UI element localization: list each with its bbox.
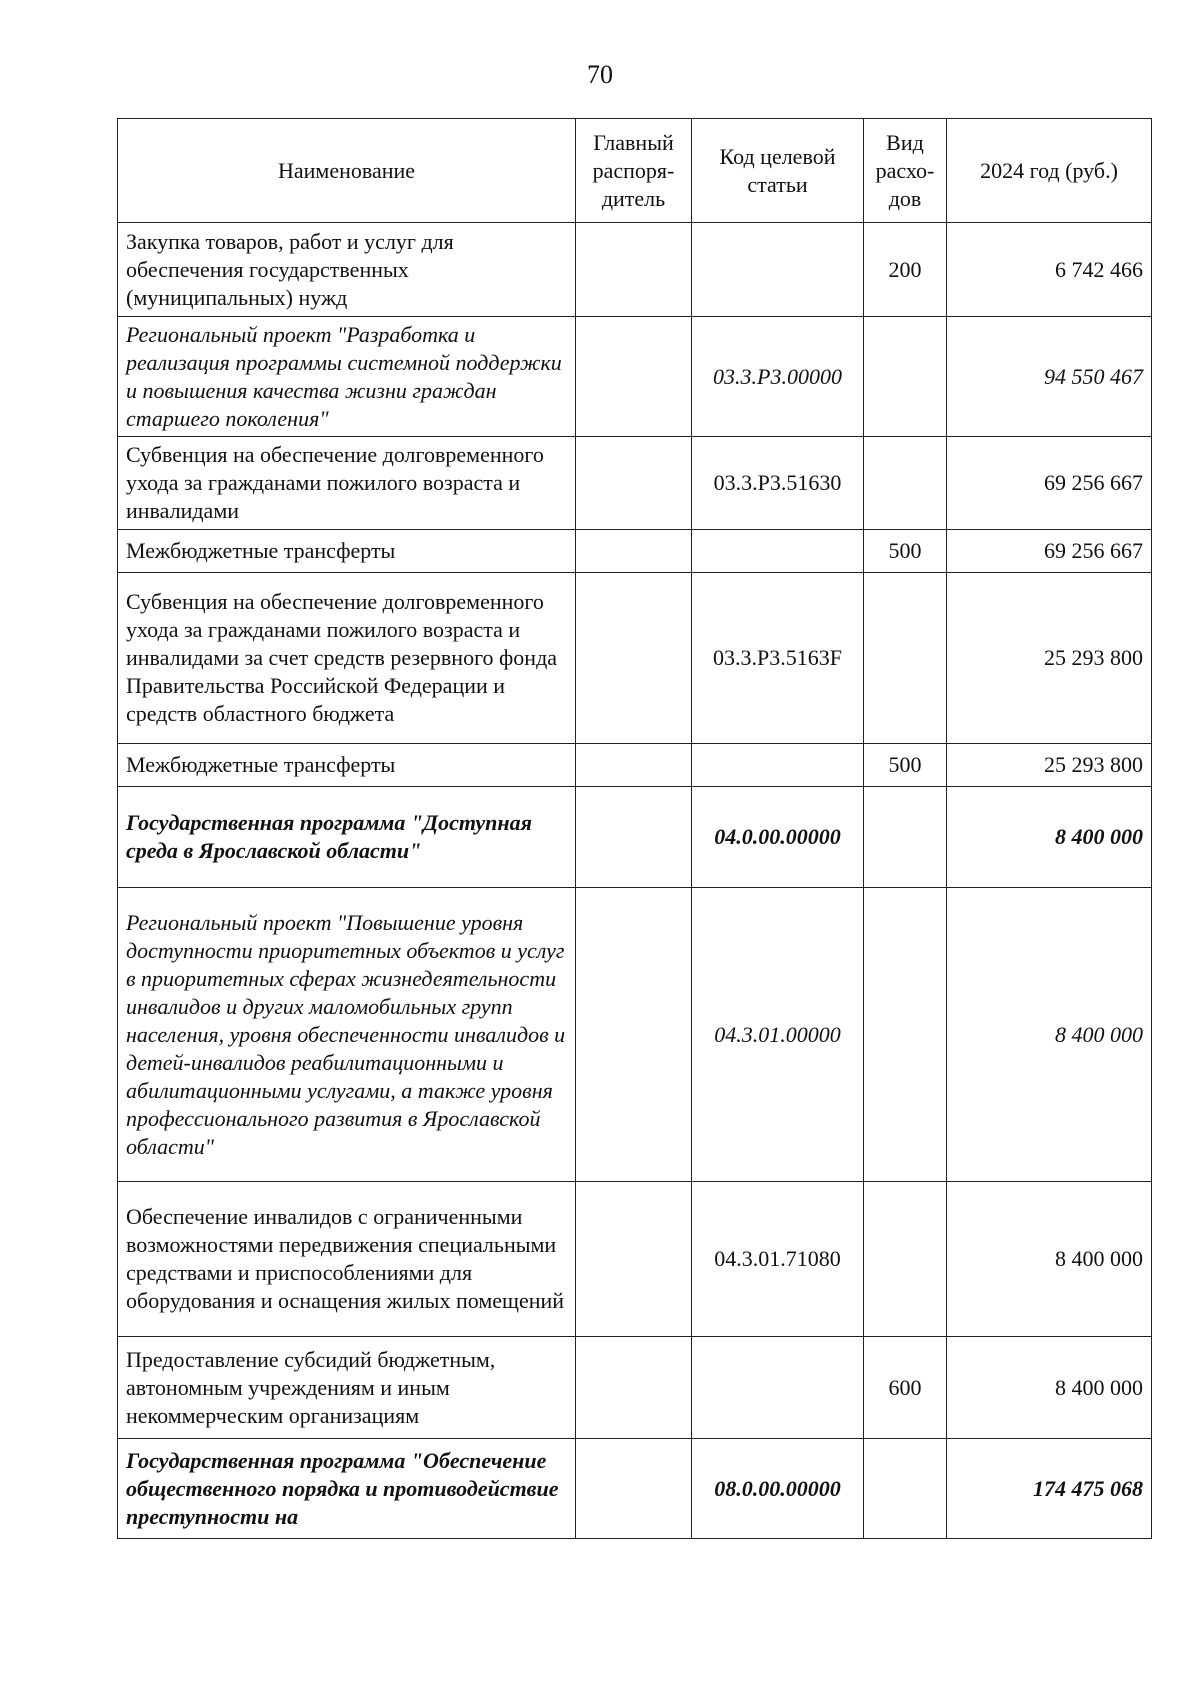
row-amount: 8 400 000 [947,888,1152,1182]
row-manager [576,1439,692,1539]
row-code: 03.3.P3.00000 [692,317,864,437]
row-code [692,530,864,573]
table-row [118,1182,1152,1337]
table-row [118,437,1152,530]
row-manager [576,744,692,787]
table-body [118,223,1152,1539]
table-row [118,223,1152,317]
table-row [118,530,1152,573]
row-kind: 200 [864,223,947,317]
row-name: Предоставление субсидий бюджетным, автономным учреждениям и иным некоммерческим организациям [118,1337,576,1439]
row-kind [864,1439,947,1539]
row-name: Закупка товаров, работ и услуг для обеспечения государственных (муниципальных) нужд [118,223,576,317]
row-code [692,1337,864,1439]
row-name: Региональный проект "Повышение уровня доступности приоритетных объектов и услуг в приоритетных сферах жизнедеятельности инвалидов и других маломобильных групп населения, уровня обеспеченности инвалидов и детей-инвалидов реабилитационными и абилитационными услугами, а также уровня профессионального развития в Ярославской области" [118,888,576,1182]
table-row [118,888,1152,1182]
row-kind [864,1182,947,1337]
row-kind [864,437,947,530]
page-number: 70 [587,60,613,89]
row-manager [576,317,692,437]
table-row [118,573,1152,744]
row-amount: 8 400 000 [947,1182,1152,1337]
row-amount: 8 400 000 [947,1337,1152,1439]
table-row [118,317,1152,437]
row-manager [576,223,692,317]
table-row [118,1439,1152,1539]
row-name: Региональный проект "Разработка и реализация программы системной поддержки и повышения качества жизни граждан старшего поколения" [118,317,576,437]
header-code: Код целевой статьи [692,119,864,223]
row-kind [864,787,947,888]
row-code [692,744,864,787]
row-name: Государственная программа "Доступная среда в Ярославской области" [118,787,576,888]
row-kind: 500 [864,744,947,787]
table-row [118,1337,1152,1439]
row-amount: 69 256 667 [947,530,1152,573]
row-name: Обеспечение инвалидов с ограниченными возможностями передвижения специальными средствами и приспособлениями для оборудования и оснащения жилых помещений [118,1182,576,1337]
row-amount: 174 475 068 [947,1439,1152,1539]
row-manager [576,1182,692,1337]
row-manager [576,437,692,530]
row-code: 03.3.P3.5163F [692,573,864,744]
row-amount: 25 293 800 [947,573,1152,744]
row-amount: 94 550 467 [947,317,1152,437]
row-code: 08.0.00.00000 [692,1439,864,1539]
header-amount: 2024 год (руб.) [947,119,1152,223]
table-row [118,787,1152,888]
header-row [118,119,1152,223]
table-header [118,119,1152,223]
row-amount: 6 742 466 [947,223,1152,317]
table-row [118,744,1152,787]
row-name: Субвенция на обеспечение долговременного ухода за гражданами пожилого возраста и инвалидами за счет средств резервного фонда Правительства Российской Федерации и средств областного бюджета [118,573,576,744]
header-name: Наименование [118,119,576,223]
row-code [692,223,864,317]
row-code: 03.3.P3.51630 [692,437,864,530]
row-code: 04.3.01.00000 [692,888,864,1182]
row-name: Межбюджетные трансферты [118,530,576,573]
row-manager [576,888,692,1182]
row-amount: 25 293 800 [947,744,1152,787]
budget-table [117,118,1152,1539]
row-amount: 8 400 000 [947,787,1152,888]
row-kind [864,317,947,437]
row-manager [576,1337,692,1439]
row-kind: 500 [864,530,947,573]
row-kind: 600 [864,1337,947,1439]
row-code: 04.3.01.71080 [692,1182,864,1337]
row-manager [576,573,692,744]
header-kind: Вид расхо-дов [864,119,947,223]
row-manager [576,787,692,888]
row-name: Государственная программа "Обеспечение общественного порядка и противодействие преступности на [118,1439,576,1539]
row-name: Межбюджетные трансферты [118,744,576,787]
row-kind [864,573,947,744]
row-name: Субвенция на обеспечение долговременного ухода за гражданами пожилого возраста и инвалидами [118,437,576,530]
row-amount: 69 256 667 [947,437,1152,530]
row-manager [576,530,692,573]
header-manager: Главный распоря-дитель [576,119,692,223]
row-kind [864,888,947,1182]
row-code: 04.0.00.00000 [692,787,864,888]
